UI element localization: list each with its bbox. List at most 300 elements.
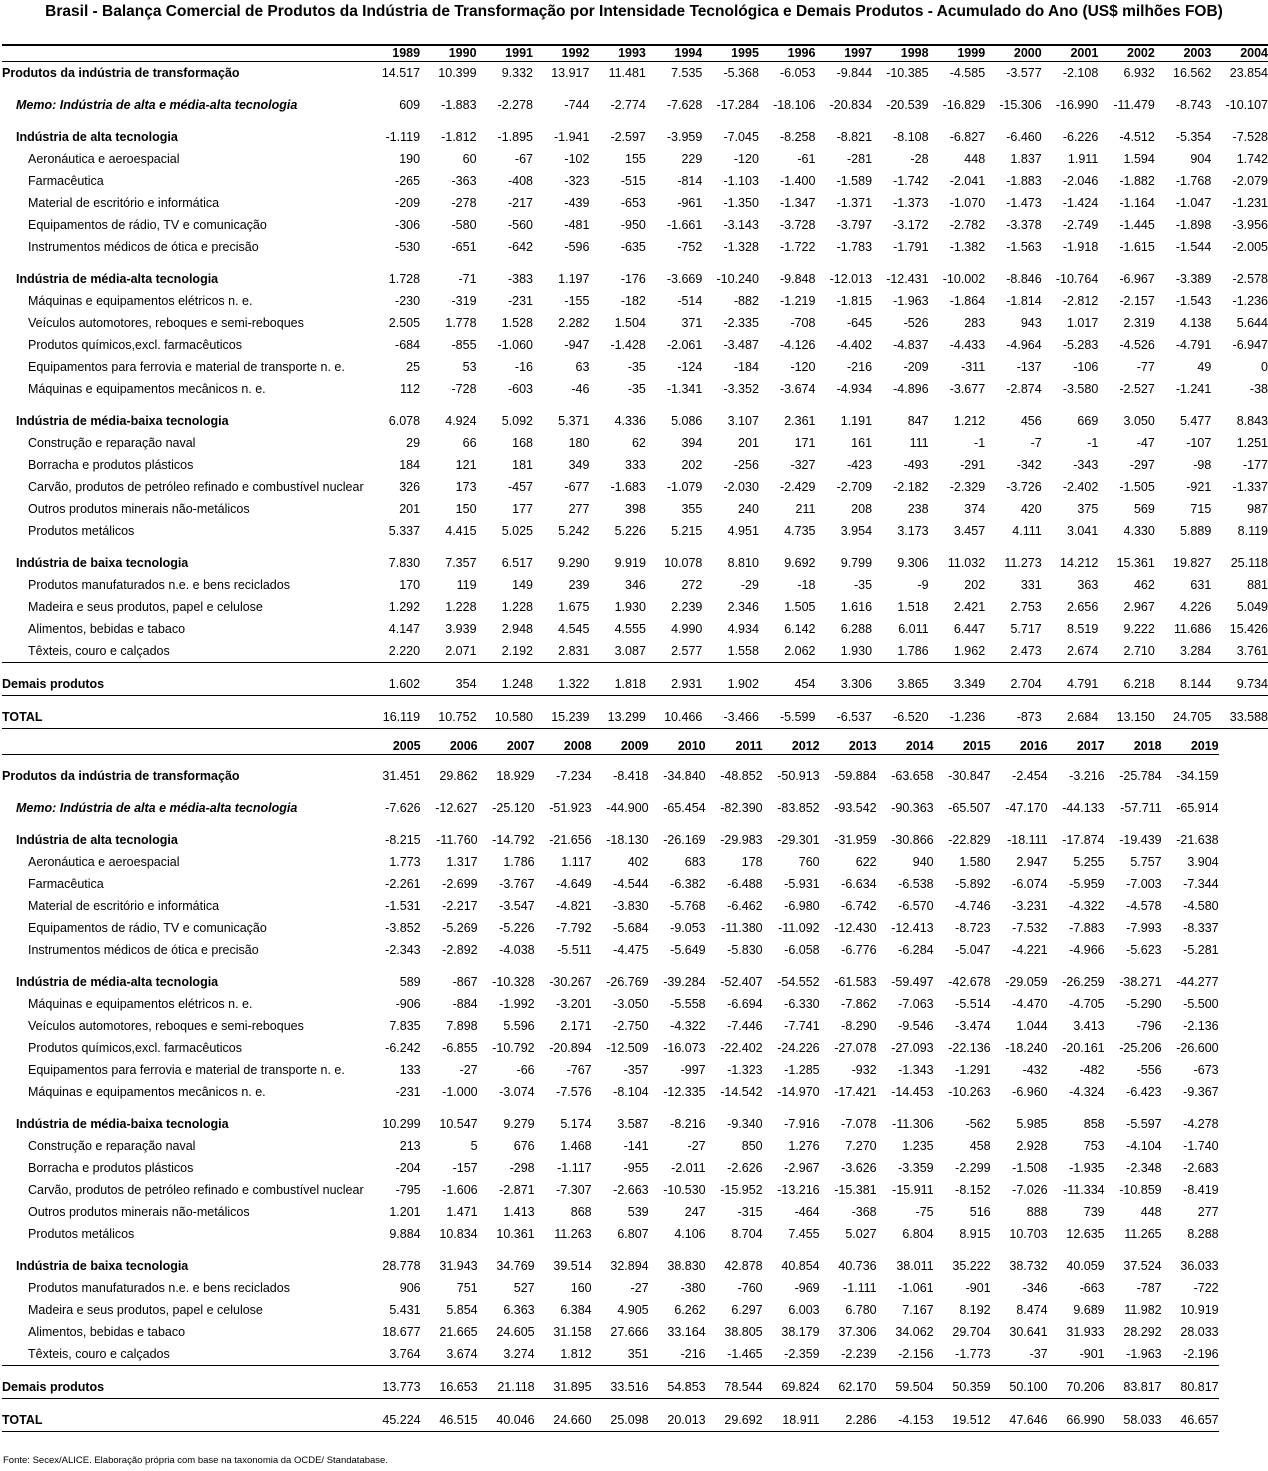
- value-cell: 7.830: [388, 556, 421, 570]
- value-cell: 1.786: [897, 644, 929, 658]
- value-cell: 239: [568, 578, 590, 592]
- value-cell: -1.543: [1175, 294, 1212, 308]
- value-cell: 1.930: [614, 600, 646, 614]
- value-cell: -3.830: [613, 899, 649, 913]
- value-cell: -1.103: [723, 174, 759, 188]
- value-cell: -4.221: [1012, 943, 1048, 957]
- value-cell: 208: [851, 502, 873, 516]
- value-cell: -13.216: [777, 1183, 820, 1197]
- value-cell: -1.722: [780, 240, 816, 254]
- value-cell: 1.773: [389, 855, 421, 869]
- value-cell: -26.169: [663, 833, 706, 847]
- spacer-row: [2, 696, 1268, 707]
- value-cell: -464: [794, 1205, 820, 1219]
- value-cell: 6.807: [617, 1227, 649, 1241]
- value-cell: 5.644: [1236, 316, 1268, 330]
- value-cell: 6.297: [731, 1303, 763, 1317]
- table-row: [2, 410, 1268, 432]
- value-cell: -1.382: [949, 240, 986, 254]
- value-cell: -645: [847, 316, 873, 330]
- value-cell: 50.100: [1009, 1380, 1048, 1394]
- value-cell: 516: [969, 1205, 991, 1219]
- value-cell: -8.258: [780, 130, 816, 144]
- value-cell: -327: [790, 458, 816, 472]
- value-cell: -29: [740, 578, 759, 592]
- value-cell: -10.530: [663, 1183, 706, 1197]
- value-cell: -6.330: [784, 997, 820, 1011]
- value-cell: -1.941: [553, 130, 590, 144]
- value-cell: 24.660: [535, 1409, 592, 1432]
- value-cell: 4.138: [1180, 316, 1212, 330]
- value-cell: -27: [630, 1281, 649, 1295]
- row-label: Farmacêutica: [28, 174, 104, 188]
- value-cell: 33.588: [1211, 706, 1268, 729]
- spacer-cell: [2, 696, 1268, 707]
- value-cell: -2.871: [499, 1183, 535, 1197]
- value-cell: -16.829: [942, 98, 986, 112]
- value-cell: -2.278: [497, 98, 533, 112]
- value-cell: 42.878: [724, 1259, 763, 1273]
- value-cell: 8.192: [959, 1303, 991, 1317]
- value-cell: -7.576: [556, 1085, 592, 1099]
- spacer-row: [2, 84, 1268, 94]
- row-label: Indústria de baixa tecnologia: [16, 556, 189, 570]
- value-cell: -603: [507, 382, 533, 396]
- value-cell: -4.433: [949, 338, 986, 352]
- value-cell: -27: [459, 1063, 478, 1077]
- value-cell: 3.954: [840, 524, 873, 538]
- value-cell: -65.914: [1176, 801, 1219, 815]
- value-cell: -7.741: [784, 1019, 820, 1033]
- value-cell: 6.804: [902, 1227, 934, 1241]
- value-cell: 0: [1261, 360, 1268, 374]
- value-cell: -4.966: [1069, 943, 1105, 957]
- value-cell: -684: [395, 338, 421, 352]
- value-cell: 14.517: [381, 66, 421, 80]
- row-label: Demais produtos: [2, 1380, 105, 1394]
- value-cell: -651: [451, 240, 477, 254]
- value-cell: -7.063: [898, 997, 934, 1011]
- value-cell: -1.814: [1006, 294, 1042, 308]
- row-label: Material de escritório e informática: [28, 899, 220, 913]
- year-header: 2019: [1162, 739, 1219, 755]
- value-cell: 5.242: [558, 524, 590, 538]
- value-cell: 398: [625, 502, 646, 516]
- row-label: Máquinas e equipamentos mecânicos n. e.: [28, 382, 266, 396]
- row-label: Outros produtos minerais não-metálicos: [28, 1205, 250, 1219]
- value-cell: 31.451: [382, 769, 421, 783]
- value-cell: -298: [509, 1161, 535, 1175]
- value-cell: 112: [400, 382, 421, 396]
- value-cell: -6.980: [784, 899, 820, 913]
- value-cell: 3.173: [897, 524, 929, 538]
- value-cell: 45.224: [364, 1409, 421, 1432]
- value-cell: 16.119: [364, 706, 420, 729]
- value-cell: 29.692: [706, 1409, 763, 1432]
- value-cell: -5.558: [670, 997, 706, 1011]
- value-cell: -17.874: [1062, 833, 1105, 847]
- value-cell: 6.363: [503, 1303, 535, 1317]
- value-cell: 59.504: [895, 1380, 934, 1394]
- value-cell: 19.827: [1173, 556, 1212, 570]
- value-cell: 539: [627, 1205, 649, 1219]
- value-cell: -6.242: [385, 1041, 421, 1055]
- value-cell: 715: [1190, 502, 1212, 516]
- value-cell: 7.455: [788, 1227, 820, 1241]
- value-cell: 2.928: [1016, 1139, 1048, 1153]
- year-header: 2018: [1105, 739, 1162, 755]
- value-cell: 277: [568, 502, 590, 516]
- value-cell: 160: [570, 1281, 592, 1295]
- value-cell: -7: [1030, 436, 1042, 450]
- value-cell: 7.535: [671, 66, 703, 80]
- table-row: [2, 797, 1219, 819]
- value-cell: 10.466: [646, 706, 702, 729]
- value-cell: 2.674: [1067, 644, 1099, 658]
- value-cell: 1.317: [446, 855, 478, 869]
- table-row: [2, 1409, 1219, 1432]
- value-cell: -306: [395, 218, 421, 232]
- value-cell: -9.340: [727, 1117, 763, 1131]
- value-cell: -482: [1079, 1063, 1105, 1077]
- table-row: [2, 851, 1219, 873]
- value-cell: -7.234: [556, 769, 592, 783]
- value-cell: -950: [620, 218, 646, 232]
- value-cell: 34.769: [496, 1259, 535, 1273]
- value-cell: -493: [903, 458, 929, 472]
- value-cell: 272: [681, 578, 703, 592]
- value-cell: 363: [1077, 578, 1099, 592]
- value-cell: -3.074: [499, 1085, 535, 1099]
- value-cell: -6.827: [949, 130, 986, 144]
- value-cell: 5.854: [446, 1303, 478, 1317]
- value-cell: -7.528: [1232, 130, 1268, 144]
- value-cell: -22.136: [948, 1041, 991, 1055]
- value-cell: -423: [847, 458, 873, 472]
- value-cell: -1.350: [723, 196, 759, 210]
- value-cell: -9.053: [670, 921, 706, 935]
- value-cell: -6.284: [898, 943, 934, 957]
- spacer-row: [2, 819, 1219, 829]
- value-cell: 7.270: [845, 1139, 877, 1153]
- value-cell: 4.226: [1180, 600, 1212, 614]
- value-cell: -1.291: [955, 1063, 991, 1077]
- value-cell: -63.658: [891, 769, 934, 783]
- spacer-cell: [2, 400, 1268, 410]
- value-cell: -6.694: [727, 997, 763, 1011]
- value-cell: 11.982: [1124, 1303, 1162, 1317]
- row-label: Produtos manufaturados n.e. e bens reciclados: [28, 578, 290, 592]
- value-cell: -2.892: [442, 943, 478, 957]
- value-cell: -59.497: [891, 975, 934, 989]
- year-header: 2015: [934, 739, 991, 755]
- value-cell: -1.563: [1006, 240, 1042, 254]
- table-row: [2, 917, 1219, 939]
- value-cell: -14.792: [492, 833, 535, 847]
- value-cell: -2.239: [841, 1347, 877, 1361]
- row-label: Indústria de média-alta tecnologia: [16, 272, 219, 286]
- value-cell: 847: [907, 414, 929, 428]
- value-cell: -7.792: [556, 921, 592, 935]
- value-cell: -1.883: [441, 98, 477, 112]
- value-cell: 16.653: [439, 1380, 478, 1394]
- value-cell: 1.248: [501, 677, 533, 691]
- value-cell: 1.962: [953, 644, 986, 658]
- value-cell: 27.666: [610, 1325, 649, 1339]
- value-cell: -6.538: [898, 877, 934, 891]
- year-header: 2000: [985, 45, 1042, 62]
- value-cell: -1.400: [780, 174, 816, 188]
- value-cell: -3.797: [836, 218, 873, 232]
- year-header-row: [2, 739, 1219, 755]
- year-header: 2017: [1048, 739, 1105, 755]
- value-cell: 456: [1020, 414, 1042, 428]
- value-cell: 6.517: [501, 556, 533, 570]
- value-cell: 5.757: [1130, 855, 1162, 869]
- value-cell: 20.013: [649, 1409, 706, 1432]
- value-cell: -2.005: [1232, 240, 1268, 254]
- value-cell: -1.791: [893, 240, 929, 254]
- value-cell: 751: [456, 1281, 478, 1295]
- value-cell: 21.665: [439, 1325, 478, 1339]
- spacer-cell: [2, 819, 1219, 829]
- row-label: TOTAL: [2, 1409, 364, 1432]
- value-cell: -5.290: [1126, 997, 1162, 1011]
- value-cell: -6.488: [727, 877, 763, 891]
- value-cell: -1.341: [666, 382, 703, 396]
- year-header: 2009: [592, 739, 649, 755]
- value-cell: 940: [912, 855, 934, 869]
- value-cell: 30.641: [1009, 1325, 1048, 1339]
- value-cell: 25: [406, 360, 421, 374]
- value-cell: 10.703: [1009, 1227, 1048, 1241]
- spacer-row: [2, 1399, 1219, 1410]
- value-cell: 53: [462, 360, 477, 374]
- value-cell: -368: [851, 1205, 877, 1219]
- value-cell: 4.106: [674, 1227, 706, 1241]
- value-cell: 375: [1077, 502, 1099, 516]
- value-cell: -61: [797, 152, 816, 166]
- value-cell: -319: [451, 294, 477, 308]
- value-cell: -3.669: [666, 272, 703, 286]
- table-row: [2, 1179, 1219, 1201]
- value-cell: 18.677: [382, 1325, 421, 1339]
- value-cell: 13.773: [382, 1380, 421, 1394]
- value-cell: -6.462: [727, 899, 763, 913]
- value-cell: -11.380: [721, 921, 763, 935]
- table-row: [2, 939, 1219, 961]
- value-cell: -17.421: [834, 1085, 877, 1099]
- value-cell: -6.960: [1012, 1085, 1048, 1099]
- table-row: [2, 618, 1268, 640]
- value-cell: 8.704: [731, 1227, 763, 1241]
- value-cell: -35: [627, 382, 646, 396]
- value-cell: 1.505: [784, 600, 816, 614]
- value-cell: -7.628: [666, 98, 703, 112]
- value-cell: 351: [627, 1347, 649, 1361]
- value-cell: -20.161: [1062, 1041, 1105, 1055]
- value-cell: -5.511: [557, 943, 592, 957]
- value-cell: 177: [512, 502, 533, 516]
- value-cell: -4.896: [893, 382, 929, 396]
- value-cell: -16: [514, 360, 533, 374]
- value-cell: 40.059: [1066, 1259, 1105, 1273]
- value-cell: -38.271: [1119, 975, 1162, 989]
- value-cell: 170: [399, 578, 421, 592]
- value-cell: -2.348: [1126, 1161, 1162, 1175]
- value-cell: 7.898: [446, 1019, 478, 1033]
- value-cell: 2.656: [1067, 600, 1099, 614]
- value-cell: 354: [455, 677, 477, 691]
- value-cell: 1.558: [727, 644, 759, 658]
- value-cell: -5.959: [1069, 877, 1105, 891]
- value-cell: 331: [1020, 578, 1042, 592]
- value-cell: -231: [507, 294, 533, 308]
- value-cell: -10.328: [492, 975, 535, 989]
- table-row: [2, 1299, 1219, 1321]
- value-cell: -5.768: [670, 899, 706, 913]
- value-cell: 2.704: [1010, 677, 1042, 691]
- row-label: Indústria de alta tecnologia: [16, 130, 178, 144]
- value-cell: -8.821: [836, 130, 873, 144]
- table-row: [2, 574, 1268, 596]
- year-header: 1996: [759, 45, 816, 62]
- value-cell: 5: [470, 1139, 478, 1153]
- value-cell: -5.597: [1126, 1117, 1162, 1131]
- value-cell: 3.041: [1067, 524, 1099, 538]
- row-label: Aeronáutica e aeroespacial: [28, 152, 180, 166]
- value-cell: -7.883: [1069, 921, 1105, 935]
- table-row: [2, 1376, 1219, 1399]
- value-cell: -16.073: [663, 1041, 706, 1055]
- value-cell: -22.829: [948, 833, 991, 847]
- value-cell: -29.983: [720, 833, 763, 847]
- header-label-cell: [2, 45, 364, 62]
- row-label: Carvão, produtos de petróleo refinado e combustível nuclear: [28, 480, 364, 494]
- row-label: Alimentos, bebidas e tabaco: [28, 1325, 186, 1339]
- value-cell: 6.218: [1123, 677, 1155, 691]
- value-cell: -39.284: [663, 975, 706, 989]
- value-cell: -6.520: [872, 706, 929, 729]
- value-cell: -28: [910, 152, 929, 166]
- value-cell: -9.546: [898, 1019, 934, 1033]
- trade-balance-table-2005-2019: [2, 739, 1219, 1432]
- value-cell: -4.038: [499, 943, 535, 957]
- value-cell: 2.319: [1123, 316, 1155, 330]
- value-cell: -4.322: [670, 1019, 706, 1033]
- value-cell: 211: [795, 502, 816, 516]
- year-header: 2016: [991, 739, 1048, 755]
- value-cell: 38.732: [1009, 1259, 1048, 1273]
- year-header: 2007: [478, 739, 535, 755]
- value-cell: 858: [1083, 1117, 1105, 1131]
- value-cell: 2.831: [558, 644, 590, 658]
- value-cell: -787: [1136, 1281, 1162, 1295]
- table-row: [2, 873, 1219, 895]
- row-label: Indústria de média-baixa tecnologia: [16, 1117, 229, 1131]
- table-row: [2, 94, 1268, 116]
- value-cell: -209: [395, 196, 421, 210]
- spacer-cell: [2, 84, 1268, 94]
- value-cell: -11.092: [778, 921, 820, 935]
- value-cell: -3.767: [499, 877, 535, 891]
- value-cell: -8.419: [1183, 1183, 1219, 1197]
- value-cell: -530: [395, 240, 421, 254]
- value-cell: 38.179: [781, 1325, 820, 1339]
- value-cell: -10.263: [948, 1085, 991, 1099]
- value-cell: 70.206: [1066, 1380, 1105, 1394]
- value-cell: -37: [1029, 1347, 1048, 1361]
- value-cell: -67: [514, 152, 533, 166]
- value-cell: -8.337: [1183, 921, 1219, 935]
- value-cell: -5.892: [955, 877, 991, 891]
- value-cell: -3.577: [1006, 66, 1042, 80]
- value-cell: 4.951: [727, 524, 759, 538]
- value-cell: 402: [627, 855, 649, 869]
- table-title: Brasil - Balança Comercial de Produtos da Indústria de Transformação por Intensidade Tecnológica e Demais Produtos - Acumulado do Ano (US$ milhões FOB): [45, 3, 1223, 20]
- value-cell: 4.336: [614, 414, 646, 428]
- value-cell: -176: [620, 272, 646, 286]
- value-cell: -137: [1016, 360, 1042, 374]
- table-row: [2, 640, 1268, 663]
- value-cell: 119: [456, 578, 477, 592]
- value-cell: -204: [395, 1161, 421, 1175]
- value-cell: 6.447: [953, 622, 986, 636]
- value-cell: -3.728: [780, 218, 816, 232]
- value-cell: 5.889: [1180, 524, 1212, 538]
- value-cell: 753: [1083, 1139, 1105, 1153]
- row-label: Borracha e produtos plásticos: [28, 458, 194, 472]
- value-cell: -12.430: [834, 921, 877, 935]
- value-cell: -281: [847, 152, 873, 166]
- value-cell: 4.990: [671, 622, 703, 636]
- value-cell: -256: [733, 458, 759, 472]
- value-cell: -17.284: [716, 98, 759, 112]
- value-cell: -26.600: [1176, 1041, 1219, 1055]
- value-cell: -44.277: [1176, 975, 1219, 989]
- spacer-row: [2, 1366, 1219, 1377]
- value-cell: 2.710: [1123, 644, 1155, 658]
- value-cell: -1.895: [497, 130, 533, 144]
- value-cell: -66: [516, 1063, 535, 1077]
- spacer-row: [2, 663, 1268, 674]
- value-cell: -1.589: [836, 174, 873, 188]
- row-label: Indústria de alta tecnologia: [16, 833, 178, 847]
- row-label: Veículos automotores, reboques e semi-reboques: [28, 1019, 304, 1033]
- value-cell: -580: [451, 218, 477, 232]
- value-cell: 1.276: [788, 1139, 820, 1153]
- value-cell: 47.646: [991, 1409, 1048, 1432]
- value-cell: -11.760: [436, 833, 478, 847]
- value-cell: 4.924: [445, 414, 477, 428]
- spacer-cell: [2, 787, 1219, 797]
- value-cell: 38.011: [896, 1259, 934, 1273]
- value-cell: -61.583: [834, 975, 877, 989]
- value-cell: -27.093: [891, 1041, 934, 1055]
- value-cell: -1.606: [442, 1183, 478, 1197]
- value-cell: -2.156: [898, 1347, 934, 1361]
- value-cell: -5.354: [1175, 130, 1212, 144]
- value-cell: -1.615: [1119, 240, 1155, 254]
- value-cell: -752: [677, 240, 703, 254]
- spacer-cell: [2, 1399, 1219, 1410]
- value-cell: -8.846: [1006, 272, 1042, 286]
- table-row: [2, 290, 1268, 312]
- row-label: Têxteis, couro e calçados: [28, 644, 170, 658]
- value-cell: -2.329: [949, 480, 986, 494]
- value-cell: -7.916: [784, 1117, 820, 1131]
- table-row: [2, 192, 1268, 214]
